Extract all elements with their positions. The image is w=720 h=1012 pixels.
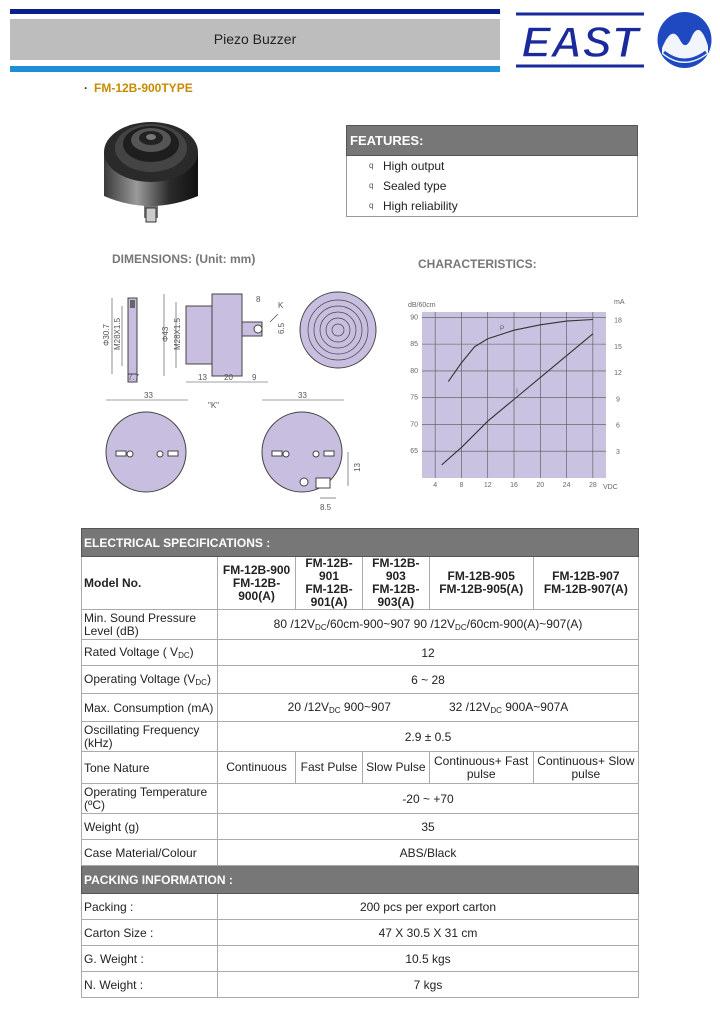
x-tick-label: 20 (536, 482, 545, 489)
label-dim9: 9 (252, 373, 257, 382)
x-tick-label: 8 (459, 482, 464, 489)
feature-item (347, 156, 637, 176)
y2-tick-label: 3 (616, 448, 620, 456)
header-bottom-bar (10, 66, 500, 72)
case-row (82, 840, 639, 866)
temp-row (82, 784, 639, 814)
packing-label: Carton Size : (82, 920, 218, 946)
packing-value: 7 kgs (218, 972, 639, 998)
bullet: · (84, 81, 88, 95)
sound-a: 80 /12V (273, 617, 316, 631)
packing-value: 10.5 kgs (218, 946, 639, 972)
features-box (346, 125, 638, 217)
dimension-drawing (98, 286, 398, 516)
y2-tick-label: 6 (616, 422, 620, 430)
model-b: FM-12B-905(A) (439, 582, 524, 596)
y-tick-label: 90 (410, 314, 418, 322)
rated-label-text: Rated Voltage ( V (84, 645, 179, 659)
y-axis-label: dB/60cm (408, 302, 436, 309)
label-dim8: 8 (256, 295, 261, 304)
sound-row (82, 610, 639, 640)
y2-tick-label: 9 (616, 396, 620, 404)
case-label: Case Material/Colour (82, 840, 218, 866)
packing-value: 200 pcs per export carton (218, 894, 639, 920)
model-name: FM-12B-900TYPE (94, 81, 193, 95)
label-dim13: 13 (198, 373, 207, 382)
y-tick-label: 65 (410, 448, 418, 456)
tone-cell: Continuous+ Slow pulse (533, 752, 638, 784)
side-view-small (128, 298, 137, 374)
y2-axis-label: mA (614, 299, 625, 306)
operating-label-sub: DC (195, 678, 207, 687)
packing-label: N. Weight : (82, 972, 218, 998)
temp-label: Operating Temperature (ºC) (82, 784, 218, 814)
model-b: FM-12B-901(A) (305, 582, 353, 609)
electrical-title: ELECTRICAL SPECIFICATIONS : (82, 529, 639, 557)
weight-row (82, 814, 639, 840)
model-cell (362, 557, 429, 610)
model-a: FM-12B-905 (447, 569, 515, 583)
label-d2: M28X1.5 (113, 317, 122, 350)
consumption-b: 32 /12V (448, 700, 491, 714)
y-tick-label: 70 (410, 421, 418, 429)
electrical-header-row (82, 529, 639, 557)
features-list (346, 156, 638, 217)
sound-a-rest: /60cm-900~907 90 /12V (326, 617, 456, 631)
y2-tick-label: 12 (614, 370, 622, 378)
side-view-main (186, 306, 212, 364)
packing-label: G. Weight : (82, 946, 218, 972)
header-top-bar (10, 9, 500, 14)
consumption-a-rest: 900~907 (340, 700, 391, 714)
x-tick-label: 28 (588, 482, 597, 489)
sound-b-rest: /60cm-900(A)~907(A) (466, 617, 583, 631)
packing-row (82, 972, 639, 998)
tone-cell: Continuous+ Fast pulse (429, 752, 533, 784)
case-value: ABS/Black (218, 840, 639, 866)
x-tick-label: 4 (433, 482, 438, 489)
tone-row (82, 752, 639, 784)
feature-bullet: q (369, 161, 374, 170)
dimensions-title: DIMENSIONS: (Unit: mm) (112, 252, 256, 266)
packing-header-row (82, 866, 639, 894)
y-tick-label: 80 (410, 367, 418, 375)
consumption-b-rest: 900A~907A (501, 700, 569, 714)
operating-value: 6 ~ 28 (218, 666, 639, 694)
buzzer-photo (100, 108, 204, 224)
model-a: FM-12B-901 (305, 556, 353, 583)
model-b: FM-12B-903(A) (372, 582, 420, 609)
top-view (300, 292, 376, 368)
model-cell (429, 557, 533, 610)
model-cell (533, 557, 638, 610)
model-label: Model No. (82, 557, 218, 610)
model-a: FM-12B-907 (552, 569, 620, 583)
feature-text: High output (383, 159, 445, 173)
label-k: K (278, 301, 284, 310)
packing-value: 47 X 30.5 X 31 cm (218, 920, 639, 946)
x-tick-label: 24 (562, 482, 571, 489)
characteristics-title: CHARACTERISTICS: (418, 257, 537, 271)
tone-cell: Continuous (218, 752, 296, 784)
x-tick-label: 12 (483, 482, 492, 489)
label-d3: Φ43 (161, 326, 170, 342)
packing-row (82, 920, 639, 946)
packing-row (82, 946, 639, 972)
tone-cell: Fast Pulse (296, 752, 363, 784)
consumption-b-sub: DC (490, 706, 502, 715)
consumption-value (218, 694, 639, 722)
feature-bullet: q (369, 201, 374, 210)
feature-text: Sealed type (383, 179, 447, 193)
label-dim33b: 33 (298, 391, 307, 400)
series-label-i: I (516, 388, 518, 396)
x-tick-label: 16 (510, 482, 518, 489)
rated-value: 12 (218, 640, 639, 666)
consumption-label: Max. Consumption (mA) (82, 694, 218, 722)
y2-tick-label: 15 (614, 343, 622, 351)
y2-tick-label: 18 (614, 317, 622, 325)
y-tick-label: 85 (410, 341, 418, 349)
consumption-row (82, 694, 639, 722)
label-dim65: 6.5 (277, 322, 286, 334)
features-title: FEATURES: (346, 125, 638, 156)
weight-label: Weight (g) (82, 814, 218, 840)
rated-row (82, 640, 639, 666)
label-d1: Φ30.7 (102, 324, 111, 346)
operating-label (82, 666, 218, 694)
packing-row (82, 894, 639, 920)
consumption-a: 20 /12V (287, 700, 330, 714)
label-dim20: 20 (224, 373, 233, 382)
label-d4: M28X1.5 (173, 317, 182, 350)
feature-text: High reliability (383, 199, 458, 213)
feature-item (347, 176, 637, 196)
model-b: FM-12B-900(A) (232, 575, 281, 603)
rated-label (82, 640, 218, 666)
packing-label: Packing : (82, 894, 218, 920)
label-dim85: 8.5 (320, 503, 332, 512)
consumption-a-sub: DC (329, 706, 341, 715)
temp-value: -20 ~ +70 (218, 784, 639, 814)
model-cell (296, 557, 363, 610)
packing-title: PACKING INFORMATION : (82, 866, 639, 894)
x-axis-label: VDC (603, 484, 618, 491)
feature-item (347, 196, 637, 216)
east-logo (516, 10, 644, 70)
label-kq: "K" (208, 401, 220, 410)
rated-label-end: ) (189, 645, 194, 659)
sound-value (218, 610, 639, 640)
characteristics-chart (398, 296, 630, 492)
series-label-p: P (499, 325, 505, 333)
sound-label: Min. Sound Pressure Level (dB) (82, 610, 218, 640)
osc-value: 2.9 ± 0.5 (218, 722, 639, 752)
model-cell (218, 557, 296, 610)
osc-row (82, 722, 639, 752)
operating-row (82, 666, 639, 694)
tone-cell: Slow Pulse (362, 752, 429, 784)
label-dim13b: 13 (353, 463, 362, 472)
page-title: Piezo Buzzer (213, 31, 297, 47)
weight-value: 35 (218, 814, 639, 840)
sound-a-sub: DC (315, 623, 327, 632)
operating-label-end: ) (206, 672, 211, 686)
electrical-specifications-table (81, 528, 639, 998)
tone-label: Tone Nature (82, 752, 218, 784)
model-a: FM-12B-903 (372, 556, 420, 583)
logo-globe-icon (656, 10, 713, 70)
rated-label-sub: DC (178, 651, 190, 660)
model-type-title (84, 81, 193, 95)
label-dim33a: 33 (144, 391, 153, 400)
model-a: FM-12B-900 (222, 562, 291, 577)
model-b: FM-12B-907(A) (543, 582, 628, 596)
logo-wordmark: EAST (521, 18, 639, 67)
osc-label: Oscillating Frequency (kHz) (82, 722, 218, 752)
feature-bullet: q (369, 181, 374, 190)
y-tick-label: 75 (410, 394, 418, 402)
model-row (82, 557, 639, 610)
operating-label-text: Operating Voltage (V (84, 672, 196, 686)
sound-b-sub: DC (455, 623, 467, 632)
label-dim77: 7.7 (128, 373, 140, 382)
